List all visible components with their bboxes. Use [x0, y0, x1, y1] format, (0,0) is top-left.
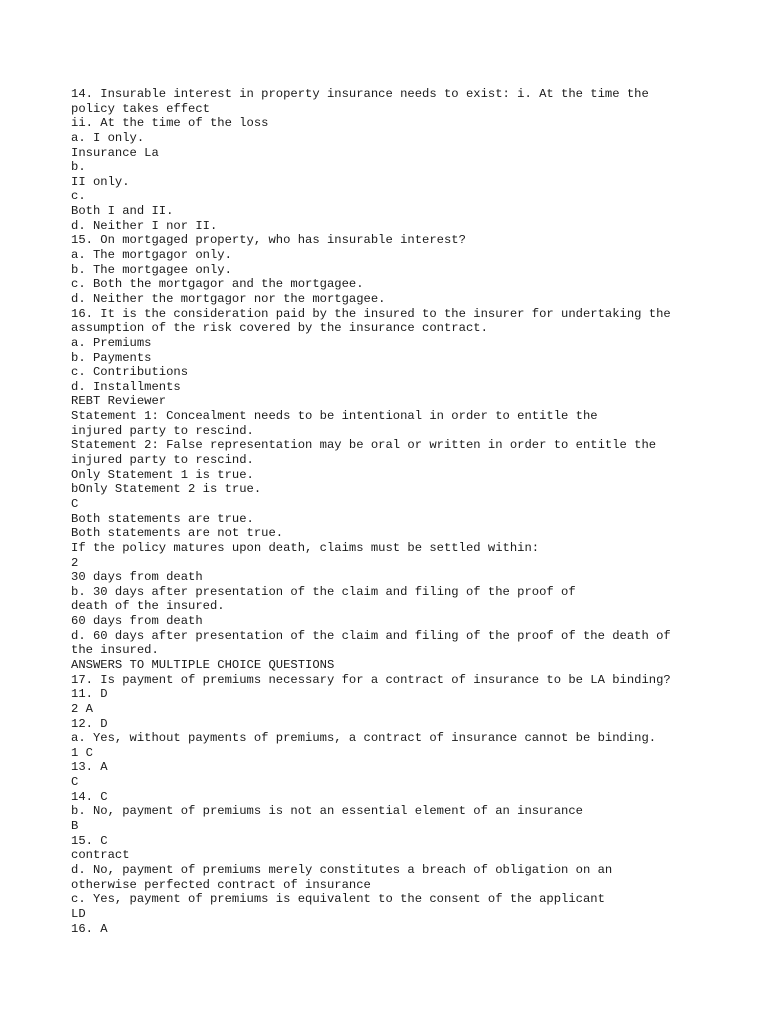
- text-line: c.: [71, 189, 86, 204]
- text-line: otherwise perfected contract of insurance: [71, 877, 371, 892]
- text-line: d. Installments: [71, 379, 181, 394]
- text-line: Only Statement 1 is true.: [71, 467, 254, 482]
- text-line: Statement 2: False representation may be oral or written in order to entitle the: [71, 438, 657, 453]
- text-line: ANSWERS TO MULTIPLE CHOICE QUESTIONS: [71, 657, 335, 672]
- text-line: policy takes effect: [71, 101, 210, 116]
- text-line: d. 60 days after presentation of the claim and filing of the proof of the death of: [71, 628, 671, 643]
- text-line: B: [71, 819, 79, 834]
- text-line: the insured.: [71, 643, 159, 658]
- text-line: a. Premiums: [71, 335, 152, 350]
- text-line: bOnly Statement 2 is true.: [71, 482, 262, 497]
- text-line: c. Yes, payment of premiums is equivalent to the consent of the applicant: [71, 892, 605, 907]
- document-page: [71, 87, 711, 936]
- text-line: 2: [71, 555, 79, 570]
- text-line: a. I only.: [71, 130, 145, 145]
- text-line: c. Contributions: [71, 365, 189, 380]
- text-line: ii. At the time of the loss: [71, 116, 269, 131]
- text-line: 14. C: [71, 789, 108, 804]
- text-line: c. Both the mortgagor and the mortgagee.: [71, 277, 364, 292]
- text-line: 17. Is payment of premiums necessary for a contract of insurance to be LA binding?: [71, 672, 671, 687]
- text-line: death of the insured.: [71, 599, 225, 614]
- text-line: C: [71, 775, 79, 790]
- text-line: a. Yes, without payments of premiums, a contract of insurance cannot be binding.: [71, 731, 657, 746]
- text-line: b. 30 days after presentation of the claim and filing of the proof of: [71, 584, 576, 599]
- text-line: injured party to rescind.: [71, 453, 254, 468]
- text-line: 30 days from death: [71, 570, 203, 585]
- text-line: b. The mortgagee only.: [71, 262, 232, 277]
- text-line: C: [71, 496, 79, 511]
- text-line: 15. C: [71, 833, 108, 848]
- text-line: 16. It is the consideration paid by the insured to the insurer for undertaking the: [71, 306, 671, 321]
- text-line: 15. On mortgaged property, who has insurable interest?: [71, 233, 466, 248]
- text-line: Insurance La: [71, 145, 159, 160]
- text-line: Statement 1: Concealment needs to be intentional in order to entitle the: [71, 409, 598, 424]
- text-line: a. The mortgagor only.: [71, 248, 232, 263]
- text-line: 16. A: [71, 921, 108, 936]
- text-line: 13. A: [71, 760, 108, 775]
- text-line: If the policy matures upon death, claims must be settled within:: [71, 540, 540, 555]
- text-line: 2 A: [71, 701, 93, 716]
- text-line: assumption of the risk covered by the insurance contract.: [71, 321, 488, 336]
- text-line: II only.: [71, 174, 130, 189]
- text-line: b. Payments: [71, 350, 152, 365]
- text-line: REBT Reviewer: [71, 394, 167, 409]
- text-line: 14. Insurable interest in property insurance needs to exist: i. At the time the: [71, 87, 649, 101]
- text-line: Both statements are true.: [71, 511, 254, 526]
- text-line: d. No, payment of premiums merely constitutes a breach of obligation on an: [71, 862, 613, 877]
- text-line: Both statements are not true.: [71, 526, 284, 541]
- text-line: 60 days from death: [71, 614, 203, 629]
- text-line: d. Neither I nor II.: [71, 218, 218, 233]
- text-line: b.: [71, 160, 86, 175]
- text-line: b. No, payment of premiums is not an essential element of an insurance: [71, 804, 583, 819]
- text-line: injured party to rescind.: [71, 423, 254, 438]
- text-line: d. Neither the mortgagor nor the mortgagee.: [71, 291, 386, 306]
- text-line: 12. D: [71, 716, 108, 731]
- text-line: contract: [71, 848, 130, 863]
- text-line: Both I and II.: [71, 204, 174, 219]
- text-line: LD: [71, 906, 86, 921]
- text-line: 11. D: [71, 687, 108, 702]
- text-line: 1 C: [71, 745, 93, 760]
